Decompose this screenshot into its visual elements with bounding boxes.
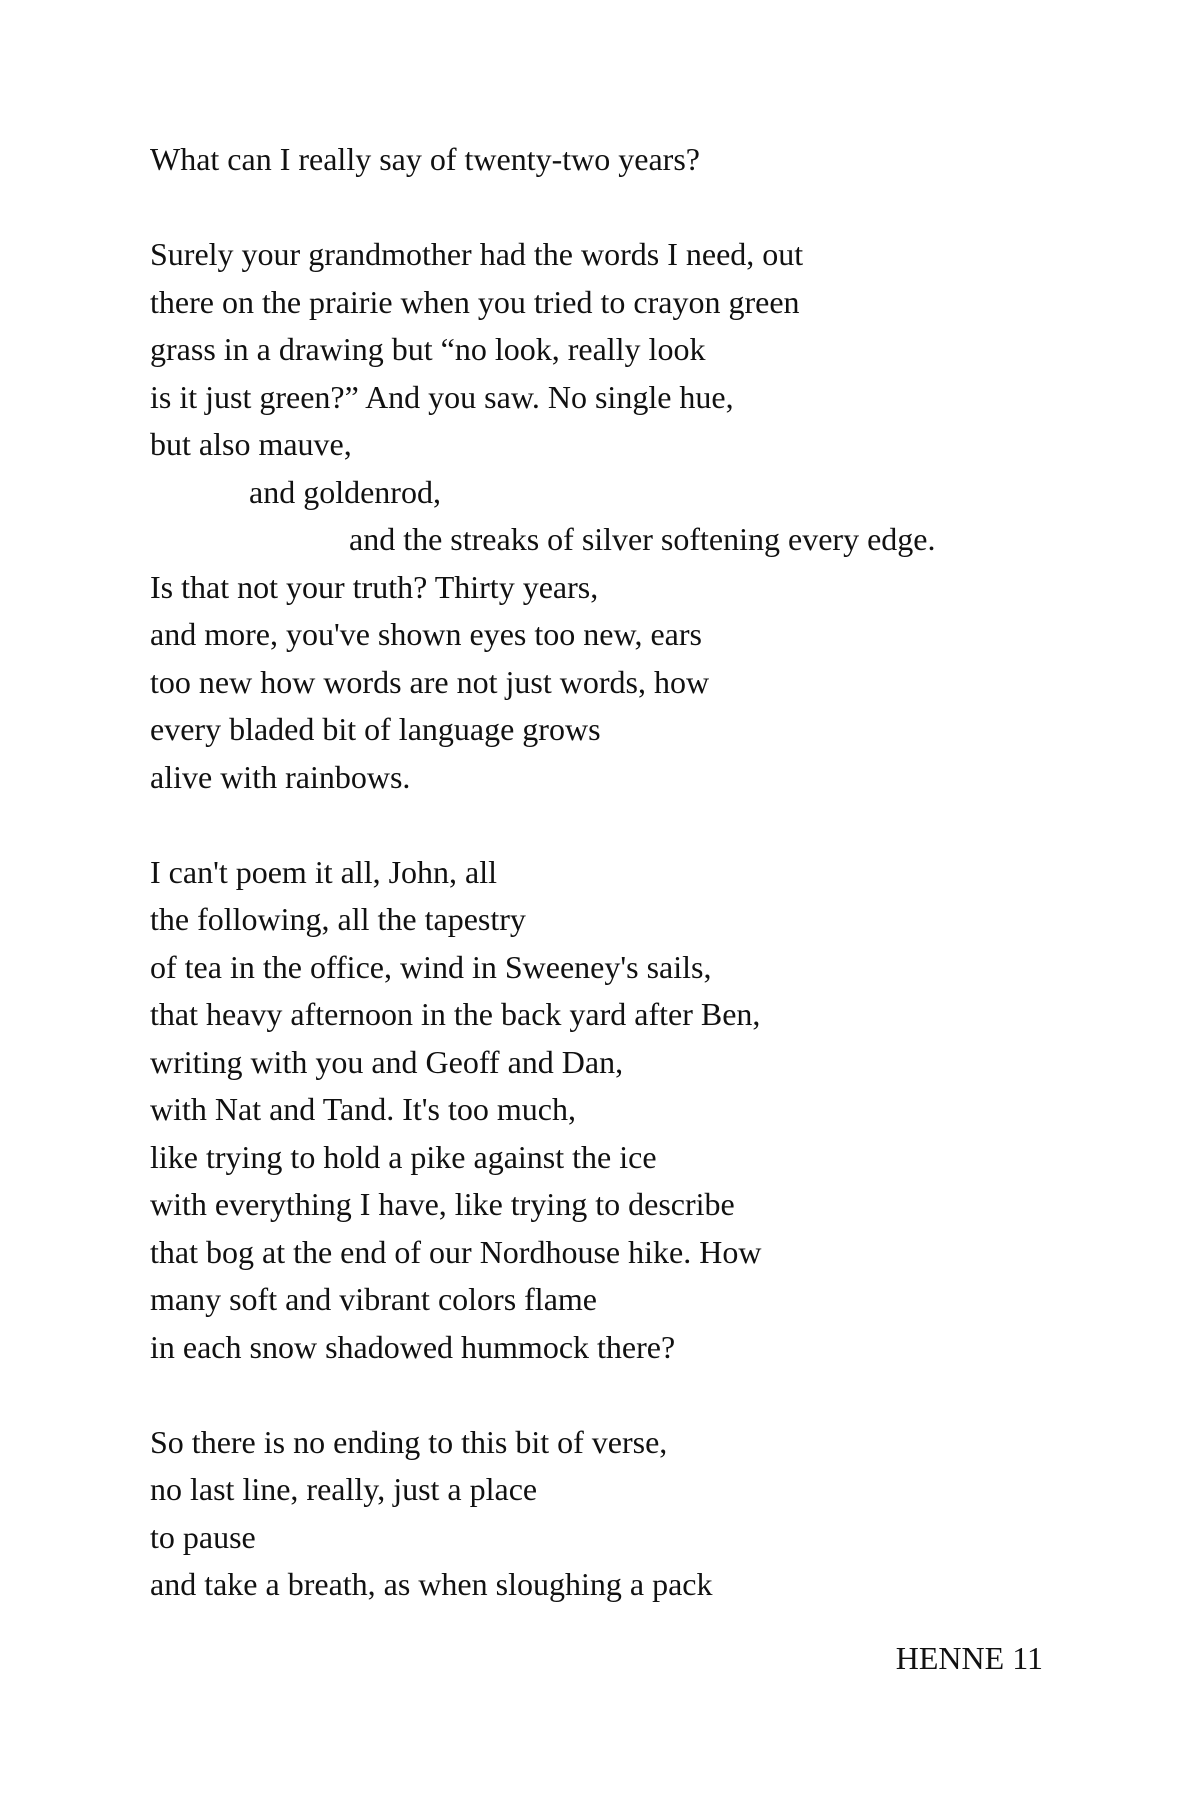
poem-line: I can't poem it all, John, all [150,853,498,890]
poem-line: the following, all the tapestry [150,901,526,937]
stanza-3 [150,849,1050,1372]
poem-line: What can I really say of twenty-two years? [150,141,700,177]
poem-line: that heavy afternoon in the back yard after Ben, [150,996,761,1032]
poem-line: So there is no ending to this bit of verse, [150,1423,668,1460]
poem-line: every bladed bit of language grows [150,711,601,747]
page-number-footer: HENNE 11 [895,1640,1043,1676]
stanza-break [150,184,1050,232]
poem-line: writing with you and Geoff and Dan, [150,1043,624,1080]
poem-line: like trying to hold a pike against the ice [150,1138,657,1175]
poem-line: to pause [150,1518,256,1555]
poem-line: and take a breath, as when sloughing a pack [150,1566,713,1602]
poem-line: Surely your grandmother had the words I need, out [150,236,804,272]
stanza-4 [150,1419,1050,1609]
poem-line-indented: and the streaks of silver softening every edge. [349,521,936,557]
stanza-2 [150,231,1050,801]
poem-line: with everything I have, like trying to describe [150,1186,735,1222]
poem-line: is it just green?” And you saw. No single hue, [150,378,734,415]
poem-line: alive with rainbows. [150,758,411,795]
poem-line: there on the prairie when you tried to crayon green [150,283,800,320]
poem-line: Is that not your truth? Thirty years, [150,568,599,605]
poem-line: but also mauve, [150,426,352,462]
poem-line: with Nat and Tand. It's too much, [150,1091,576,1127]
poem-line: too new how words are not just words, how [150,663,710,700]
poem-line: no last line, really, just a place [150,1471,538,1507]
poem-line: grass in a drawing but “no look, really look [150,331,706,367]
poem-body [150,136,1050,1609]
stanza-1 [150,136,1050,184]
poem-line: and more, you've shown eyes too new, ears [150,616,702,652]
poem-line: many soft and vibrant colors flame [150,1281,597,1317]
stanza-break [150,1371,1050,1419]
poem-line: in each snow shadowed hummock there? [150,1328,676,1365]
poem-line-indented: and goldenrod, [249,473,441,510]
poem-line: that bog at the end of our Nordhouse hike. How [150,1233,762,1270]
stanza-break [150,801,1050,849]
poem-line: of tea in the office, wind in Sweeney's sails, [150,948,712,985]
